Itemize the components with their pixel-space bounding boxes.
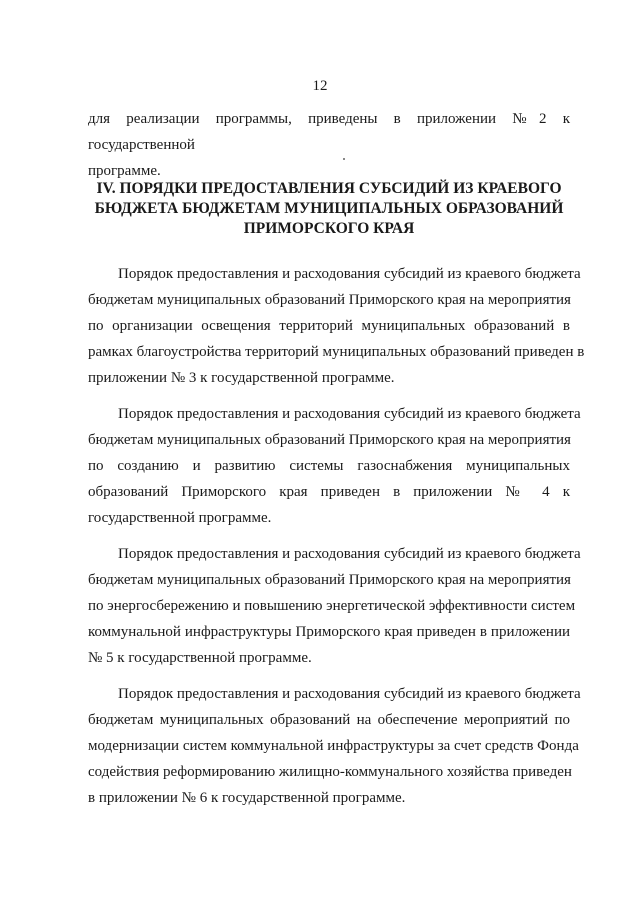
paragraph-2	[88, 401, 581, 531]
paragraph-4	[88, 681, 581, 811]
paragraph-line: приложении № 3 к государственной программе.	[88, 370, 395, 386]
paragraph-line: бюджетам муниципальных образований на обеспечение мероприятий по	[88, 712, 570, 728]
paragraph-1	[88, 261, 585, 391]
paragraph-line: коммунальной инфраструктуры Приморского края приведен в приложении	[88, 624, 570, 640]
paragraph-line: по созданию и развитию системы газоснабжения муниципальных	[88, 458, 570, 474]
intro-continuation	[88, 106, 570, 184]
paragraph-line: по энергосбережению и повышению энергетической эффективности систем	[88, 598, 576, 614]
intro-line-2: программе.	[88, 163, 161, 179]
paragraph-line: Порядок предоставления и расходования субсидий из краевого бюджета	[118, 546, 581, 562]
section-body	[88, 261, 585, 821]
paragraph-line: бюджетам муниципальных образований Приморского края на мероприятия	[88, 572, 571, 588]
paragraph-line: по организации освещения территорий муниципальных образований в	[88, 318, 570, 334]
scan-speck	[343, 158, 345, 160]
paragraph-line: № 5 к государственной программе.	[88, 650, 312, 666]
paragraph-line: государственной программе.	[88, 510, 272, 526]
paragraph-line: модернизации систем коммунальной инфраструктуры за счет средств Фонда	[88, 738, 579, 754]
section-heading-line-3: ПРИМОРСКОГО КРАЯ	[243, 220, 415, 237]
paragraph-line: бюджетам муниципальных образований Приморского края на мероприятия	[88, 432, 571, 448]
paragraph-3	[88, 541, 581, 671]
page-number: 12	[312, 78, 328, 94]
paragraph-line: Порядок предоставления и расходования субсидий из краевого бюджета	[118, 266, 581, 282]
paragraph-line: в приложении № 6 к государственной программе.	[88, 790, 406, 806]
paragraph-line: содействия реформированию жилищно-коммунального хозяйства приведен	[88, 764, 572, 780]
paragraph-line: рамках благоустройства территорий муниципальных образований приведен в	[88, 344, 585, 360]
section-heading-line-1: IV. ПОРЯДКИ ПРЕДОСТАВЛЕНИЯ СУБСИДИЙ ИЗ КРАЕВОГО	[96, 180, 562, 197]
section-heading-line-2: БЮДЖЕТА БЮДЖЕТАМ МУНИЦИПАЛЬНЫХ ОБРАЗОВАНИЙ	[94, 200, 564, 217]
paragraph-line: образований Приморского края приведен в приложении № 4 к	[88, 484, 570, 500]
section-heading	[88, 179, 570, 239]
intro-line-1: для реализации программы, приведены в приложении №2 к государственной	[88, 111, 570, 153]
paragraph-line: бюджетам муниципальных образований Приморского края на мероприятия	[88, 292, 571, 308]
paragraph-line: Порядок предоставления и расходования субсидий из краевого бюджета	[118, 686, 581, 702]
paragraph-line: Порядок предоставления и расходования субсидий из краевого бюджета	[118, 406, 581, 422]
